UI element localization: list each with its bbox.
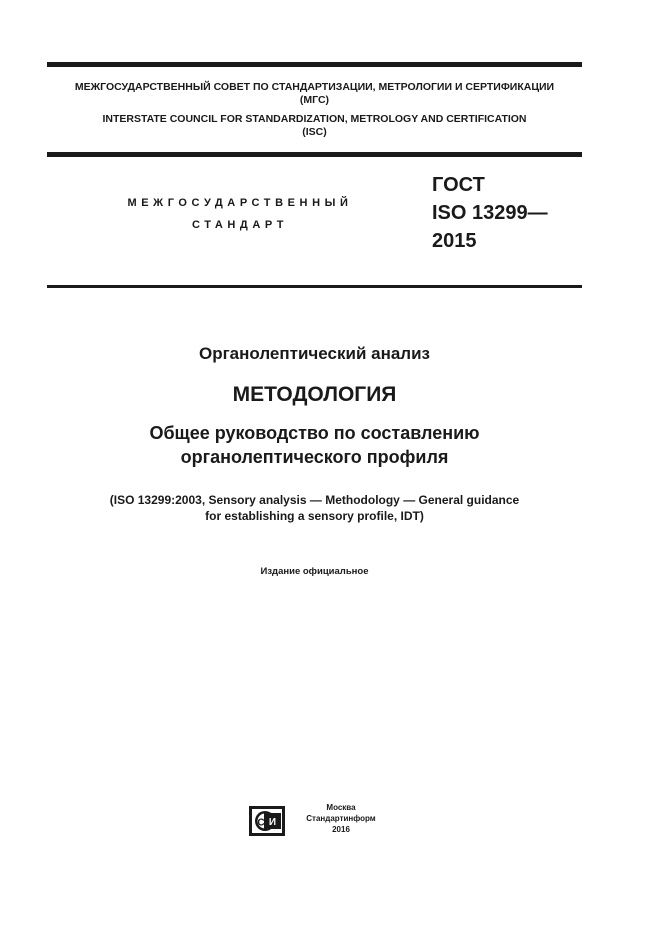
gost-line1: ГОСТ xyxy=(432,174,485,196)
publisher-city: Москва xyxy=(326,803,356,812)
publisher-name: Стандартинформ xyxy=(306,814,376,823)
standard-type xyxy=(100,192,380,236)
document-field-title: Органолептический анализ xyxy=(198,344,430,363)
svg-text:И: И xyxy=(268,817,277,828)
gost-line3: 2015 xyxy=(432,230,477,252)
gost-designation xyxy=(432,171,548,255)
document-subtitle xyxy=(47,421,582,469)
council-ru-line1: МЕЖГОСУДАРСТВЕННЫЙ СОВЕТ ПО СТАНДАРТИЗАЦИИ, МЕТРОЛОГИИ И СЕРТИФИКАЦИИ xyxy=(74,81,555,93)
iso-reference-line1: (ISO 13299:2003, Sensory analysis — Methodology — General guidance xyxy=(109,493,520,507)
standard-type-line2: СТАНДАРТ xyxy=(191,219,289,231)
document-main-title: МЕТОДОЛОГИЯ xyxy=(232,383,397,406)
standartinform-logo-icon xyxy=(249,806,285,836)
bottom-rule xyxy=(47,285,582,288)
gost-line2: ISO 13299— xyxy=(432,202,548,224)
iso-reference xyxy=(47,492,582,524)
council-name-english xyxy=(47,113,582,139)
publisher-year: 2016 xyxy=(332,825,350,834)
publisher-text xyxy=(293,802,389,835)
subtitle-line2: органолептического профиля xyxy=(180,447,449,467)
standard-type-line1: МЕЖГОСУДАРСТВЕННЫЙ xyxy=(127,197,353,209)
council-en-line1: INTERSTATE COUNCIL FOR STANDARDIZATION, METROLOGY AND CERTIFICATION xyxy=(102,113,527,125)
iso-reference-line2: for establishing a sensory profile, IDT) xyxy=(205,509,424,523)
council-name-russian xyxy=(47,81,582,107)
council-en-line2: (ISC) xyxy=(302,126,327,138)
publisher-block xyxy=(249,802,399,842)
svg-text:С: С xyxy=(257,817,265,829)
middle-rule xyxy=(47,152,582,157)
subtitle-line1: Общее руководство по составлению xyxy=(149,423,480,443)
top-rule xyxy=(47,62,582,67)
edition-note: Издание официальное xyxy=(260,566,369,577)
council-ru-line2: (МГС) xyxy=(299,94,330,106)
